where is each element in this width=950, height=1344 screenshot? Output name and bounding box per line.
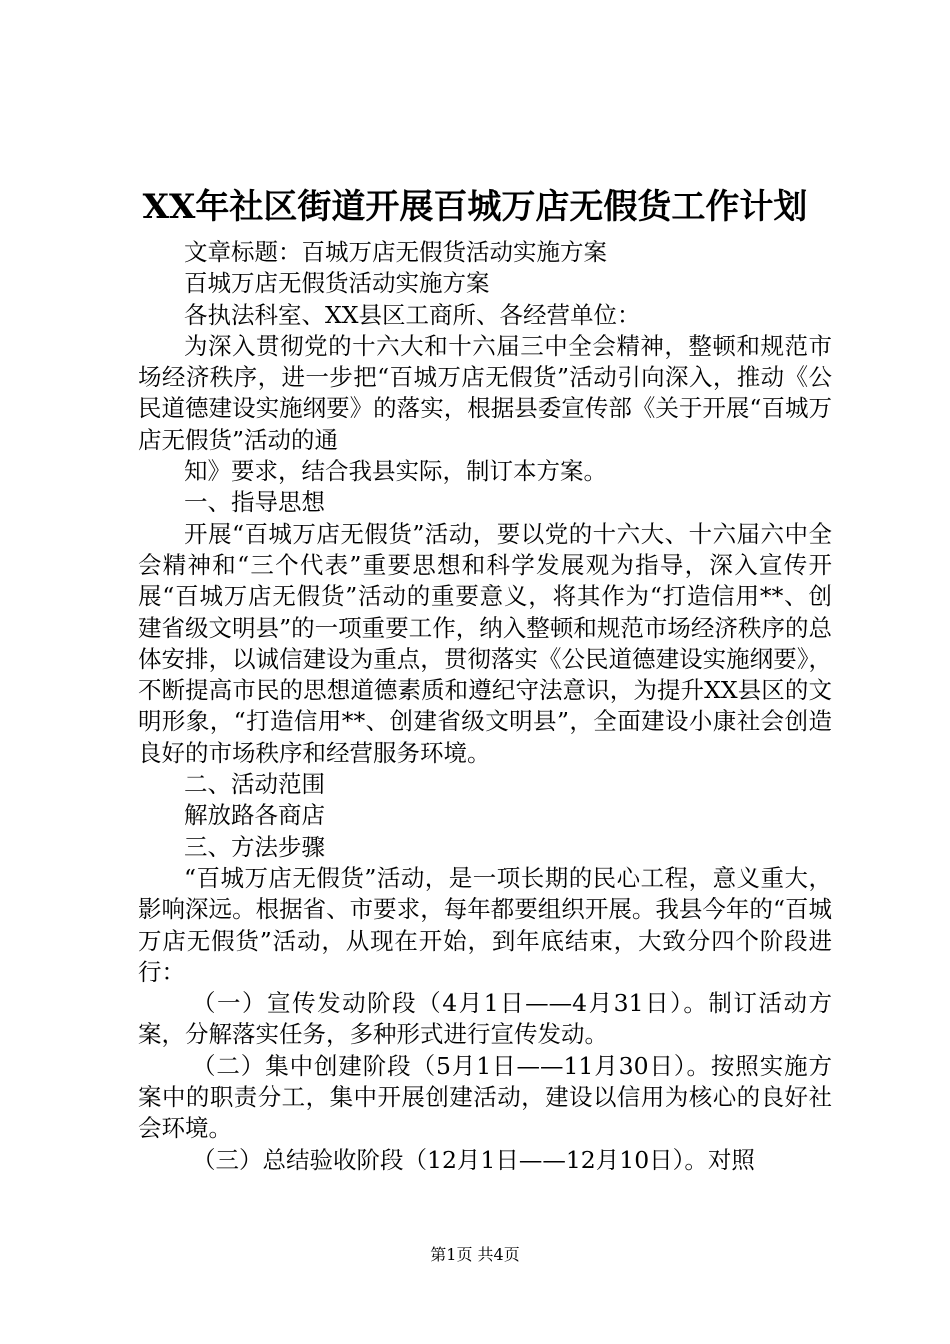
paragraph-stage-two: （二）集中创建阶段（5月1日——11月30日）。按照实施方案中的职责分工，集中开展创建活动，建设以信用为核心的良好社会环境。 <box>138 1051 832 1143</box>
paragraph-article-title: 文章标题：百城万店无假货活动实施方案 <box>184 238 607 266</box>
paragraph-methods: “百城万店无假货”活动，是一项长期的民心工程，意义重大，影响深远。根据省、市要求，每年都要组织开展。我县今年的“百城万店无假货”活动，从现在开始，到年底结束，大致分四个阶段进行： <box>138 863 832 986</box>
section-heading-methods: 三、方法步骤 <box>184 832 325 861</box>
paragraph-stage-one: （一）宣传发动阶段（4月1日——4月31日）。制订活动方案，分解落实任务，多种形式进行宣传发动。 <box>138 989 832 1049</box>
paragraph-intro: 为深入贯彻党的十六大和十六届三中全会精神，整顿和规范市场经济秩序，进一步把“百城万店无假货”活动引向深入，推动《公民道德建设实施纲要》的落实，根据县委宣传部《关于开展“百城万店无假货”活动的通 <box>138 331 832 454</box>
section-heading-guiding-thought: 一、指导思想 <box>184 488 325 517</box>
paragraph-intro-continued: 知》要求，结合我县实际，制订本方案。 <box>184 457 607 486</box>
document-title: XX年社区街道开展百城万店无假货工作计划 <box>142 187 808 227</box>
paragraph-plan-name: 百城万店无假货活动实施方案 <box>184 269 490 298</box>
page-footer: 第1页 共4页 <box>430 1245 520 1264</box>
paragraph-stage-three: （三）总结验收阶段（12月1日——12月10日）。对照 <box>192 1145 755 1174</box>
paragraph-guiding-thought: 开展“百城万店无假货”活动，要以党的十六大、十六届六中全会精神和“三个代表”重要思想和科学发展观为指导，深入宣传开展“百城万店无假货”活动的重要意义，将其作为“打造信用**、创建省级文明县”的一项重要工作，纳入整顿和规范市场经济秩序的总体安排，以诚信建设为重点，贯彻落实《公民道德建设实施纲要》，不断提高市民的思想道德素质和遵纪守法意识，为提升XX县区的文明形象，“打造信用**、创建省级文明县”，全面建设小康社会创造良好的市场秩序和经营服务环境。 <box>138 519 832 767</box>
document-body <box>138 237 832 1176</box>
paragraph-scope: 解放路各商店 <box>184 801 325 830</box>
paragraph-addressee: 各执法科室、XX县区工商所、各经营单位： <box>184 300 641 329</box>
section-heading-scope: 二、活动范围 <box>184 770 325 799</box>
